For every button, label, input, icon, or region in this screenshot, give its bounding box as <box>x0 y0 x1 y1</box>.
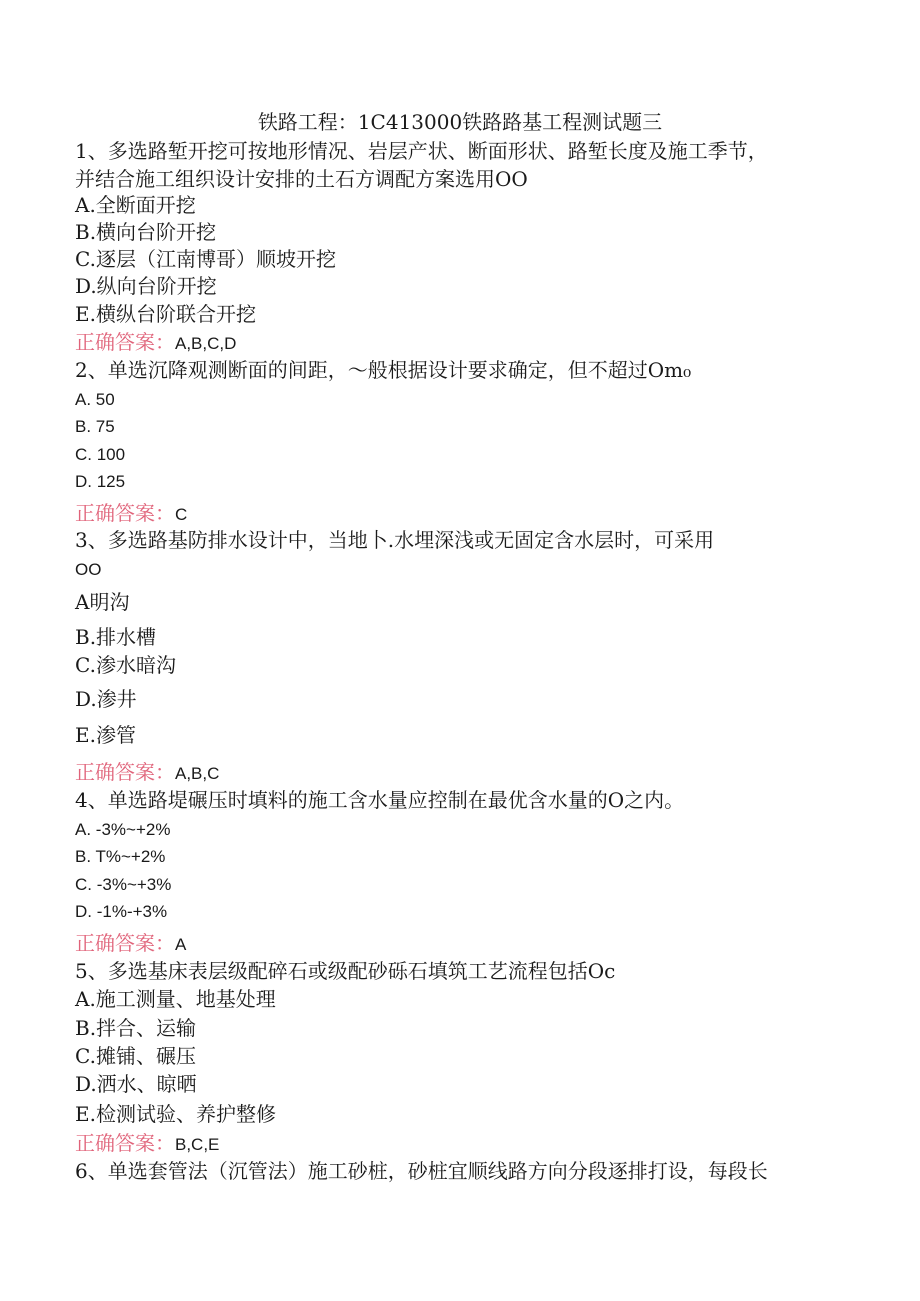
question-option: E.检测试验、养护整修 <box>75 1102 276 1126</box>
question-stem: 1、多选路堑开挖可按地形情况、岩层产状、断面形状、路堑长度及施工季节， <box>75 139 768 163</box>
question-stem: 4、单选路堤碾压时填料的施工含水量应控制在最优含水量的O之内。 <box>75 788 685 812</box>
answer-value: A,B,C <box>175 764 220 783</box>
answer-label: 正确答案： <box>75 931 175 955</box>
answer-line <box>75 1130 219 1158</box>
question-option: B.排水槽 <box>75 625 157 649</box>
answer-label: 正确答案： <box>75 501 175 525</box>
question-option: B. 75 <box>75 417 115 436</box>
question-option: C.摊铺、碾压 <box>75 1044 196 1068</box>
question-option: D. 125 <box>75 472 126 491</box>
answer-label: 正确答案： <box>75 760 175 784</box>
answer-label: 正确答案： <box>75 330 175 354</box>
answer-line <box>75 500 187 528</box>
question-option: D.渗井 <box>75 687 137 711</box>
question-option: A.施工测量、地基处理 <box>75 987 276 1011</box>
page-title: 铁路工程：1C413000铁路路基工程测试题三 <box>257 110 663 134</box>
question-option: C.逐层（江南博哥）顺坡开挖 <box>75 247 336 271</box>
question-option: D. -1%-+3% <box>75 902 168 921</box>
question-option: A.全断面开挖 <box>75 193 196 217</box>
question-stem: 3、多选路基防排水设计中，当地卜.水埋深浅或无固定含水层时，可采用 <box>75 528 715 552</box>
question-stem: 6、单选套管法（沉管法）施工砂桩，砂桩宜顺线路方向分段逐排打设，每段长 <box>75 1159 768 1183</box>
question-stem: 2、单选沉降观测断面的间距，～般根据设计要求确定，但不超过Om₀ <box>75 358 692 382</box>
answer-value: A <box>175 935 187 954</box>
question-option: E.渗管 <box>75 723 136 747</box>
question-option: A明沟 <box>75 590 130 614</box>
question-option: D.洒水、晾晒 <box>75 1072 197 1096</box>
question-option: D.纵向台阶开挖 <box>75 274 217 298</box>
answer-value: A,B,C,D <box>175 334 237 353</box>
answer-line <box>75 930 186 958</box>
question-option: E.横纵台阶联合开挖 <box>75 302 256 326</box>
question-option: B. T%~+2% <box>75 847 166 866</box>
question-option: B.拌合、运输 <box>75 1016 197 1040</box>
question-option: A. 50 <box>75 390 115 409</box>
question-option: C. -3%~+3% <box>75 875 172 894</box>
answer-label: 正确答案： <box>75 1131 175 1155</box>
question-stem: 并结合施工组织设计安排的土石方调配方案选用OO <box>75 167 528 191</box>
answer-line <box>75 759 219 787</box>
question-stem: OO <box>75 560 102 579</box>
answer-value: C <box>175 505 188 524</box>
question-option: A. -3%~+2% <box>75 820 171 839</box>
question-option: C. 100 <box>75 445 126 464</box>
question-option: C.渗水暗沟 <box>75 653 176 677</box>
answer-value: B,C,E <box>175 1135 220 1154</box>
question-option: B.横向台阶开挖 <box>75 220 217 244</box>
question-stem: 5、多选基床表层级配碎石或级配砂砾石填筑工艺流程包括Oc <box>75 959 616 983</box>
answer-line <box>75 329 236 357</box>
